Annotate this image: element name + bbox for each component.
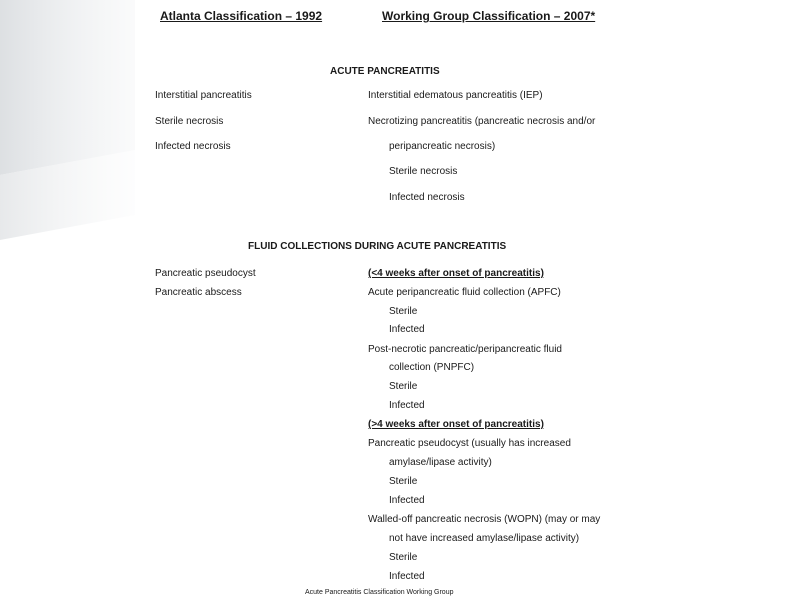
wg-item-iep: Interstitial edematous pancreatitis (IEP) bbox=[368, 90, 543, 101]
wg-item-apfc: Acute peripancreatic fluid collection (APFC) bbox=[368, 287, 561, 298]
atlanta-item-abscess: Pancreatic abscess bbox=[155, 287, 242, 298]
wg-item-pnpfc-cont: collection (PNPFC) bbox=[389, 362, 475, 373]
wg-item-pnpfc: Post-necrotic pancreatic/peripancreatic fluid bbox=[368, 344, 562, 355]
atlanta-item-infected-necrosis: Infected necrosis bbox=[155, 141, 231, 152]
atlanta-item-interstitial: Interstitial pancreatitis bbox=[155, 90, 252, 101]
wg-item-pnpfc-sterile: Sterile bbox=[389, 381, 418, 392]
wg-item-pseudocyst-sterile: Sterile bbox=[389, 476, 418, 487]
atlanta-item-pseudocyst: Pancreatic pseudocyst bbox=[155, 268, 256, 279]
wg-item-apfc-sterile: Sterile bbox=[389, 306, 418, 317]
footer-source: Acute Pancreatitis Classification Working Group bbox=[305, 589, 454, 596]
wg-item-necrotizing: Necrotizing pancreatitis (pancreatic necrosis and/or bbox=[368, 116, 596, 127]
wg-item-wopn-infected: Infected bbox=[389, 571, 425, 582]
wg-subhead-under-4-weeks: (<4 weeks after onset of pancreatitis) bbox=[368, 268, 544, 279]
wg-item-pseudocyst: Pancreatic pseudocyst (usually has increased bbox=[368, 438, 571, 449]
section-title-fluid: FLUID COLLECTIONS DURING ACUTE PANCREATITIS bbox=[248, 241, 507, 252]
wg-item-necrotizing-cont: peripancreatic necrosis) bbox=[389, 141, 496, 152]
header-working-group: Working Group Classification – 2007* bbox=[382, 9, 596, 23]
wg-item-apfc-infected: Infected bbox=[389, 324, 425, 335]
wg-item-sterile: Sterile necrosis bbox=[389, 166, 458, 177]
wg-item-infected: Infected necrosis bbox=[389, 192, 465, 203]
wg-item-wopn: Walled-off pancreatic necrosis (WOPN) (may or may bbox=[368, 514, 601, 525]
wg-item-wopn-sterile: Sterile bbox=[389, 552, 418, 563]
wg-item-pseudocyst-cont: amylase/lipase activity) bbox=[389, 457, 492, 468]
header-atlanta: Atlanta Classification – 1992 bbox=[160, 9, 323, 23]
wg-item-wopn-cont: not have increased amylase/lipase activity) bbox=[389, 533, 580, 544]
wg-item-pnpfc-infected: Infected bbox=[389, 400, 425, 411]
atlanta-item-sterile-necrosis: Sterile necrosis bbox=[155, 116, 224, 127]
wg-subhead-over-4-weeks: (>4 weeks after onset of pancreatitis) bbox=[368, 419, 544, 430]
section-title-acute: ACUTE PANCREATITIS bbox=[330, 66, 440, 77]
wg-item-pseudocyst-infected: Infected bbox=[389, 495, 425, 506]
